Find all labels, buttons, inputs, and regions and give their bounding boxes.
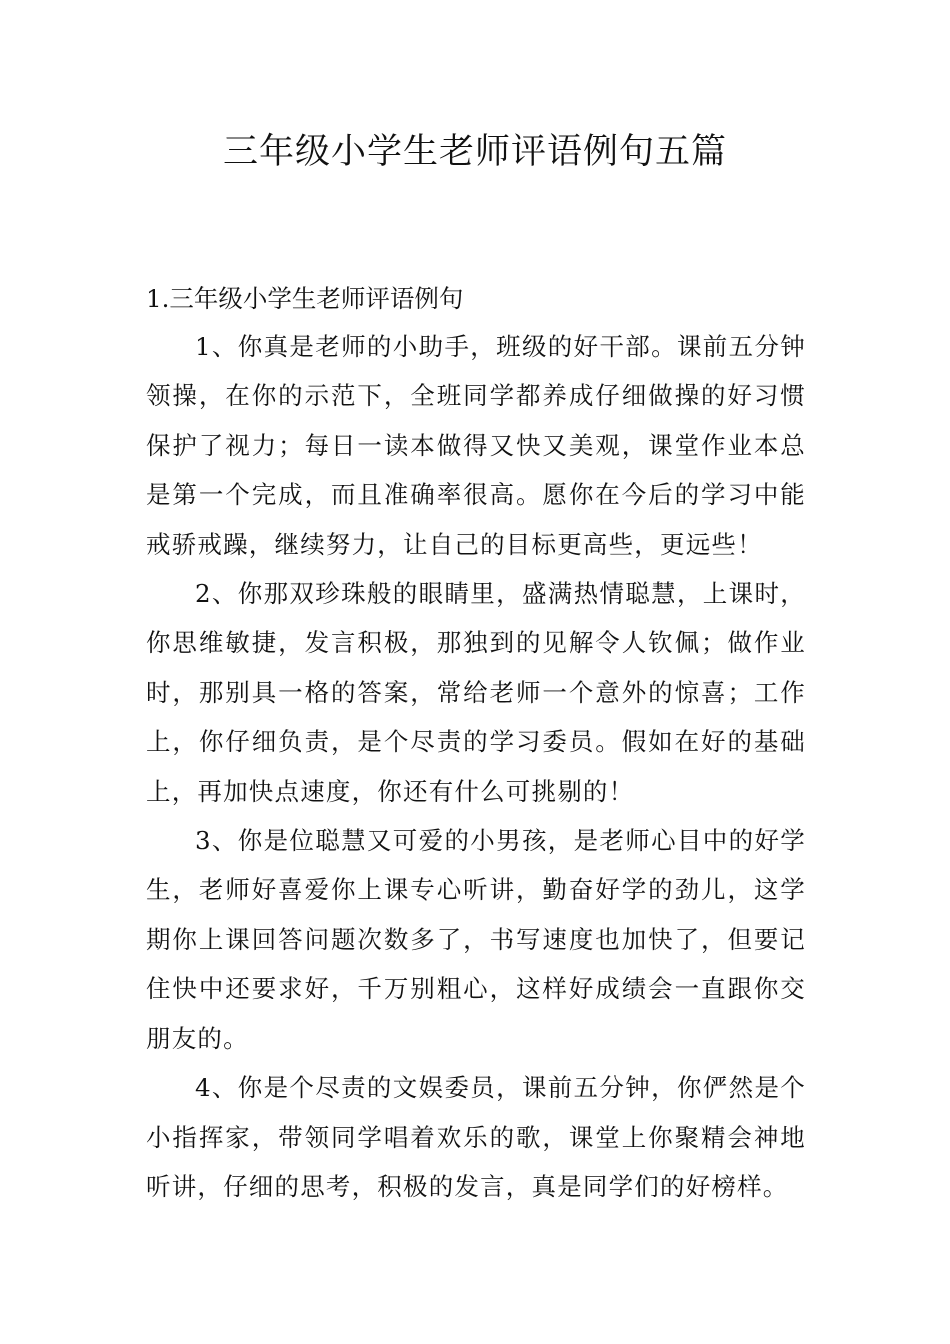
document-title: 三年级小学生老师评语例句五篇 <box>222 132 727 172</box>
document-body <box>146 280 806 1211</box>
comment-paragraph-4: 4、你是个尽责的文娱委员，课前五分钟，你俨然是个小指挥家，带领同学唱着欢乐的歌，课堂上你聚精会神地听讲，仔细的思考，积极的发言，真是同学们的好榜样。 <box>146 1073 806 1201</box>
comment-paragraph-3: 3、你是位聪慧又可爱的小男孩，是老师心目中的好学生，老师好喜爱你上课专心听讲，勤奋好学的劲儿，这学期你上课回答问题次数多了，书写速度也加快了，但要记住快中还要求好，千万别粗心，这样好成绩会一直跟你交朋友的。 <box>146 826 806 1053</box>
comment-paragraph-1: 1、你真是老师的小助手，班级的好干部。课前五分钟领操，在你的示范下，全班同学都养成仔细做操的好习惯保护了视力；每日一读本做得又快又美观，课堂作业本总是第一个完成，而且准确率很高。愿你在今后的学习中能戒骄戒躁，继续努力，让自己的目标更高些，更远些！ <box>146 332 806 559</box>
section-heading: 1.三年级小学生老师评语例句 <box>146 284 464 313</box>
comment-paragraph-2: 2、你那双珍珠般的眼睛里，盛满热情聪慧，上课时，你思维敏捷，发言积极，那独到的见解令人钦佩；做作业时，那别具一格的答案，常给老师一个意外的惊喜；工作上，你仔细负责，是个尽责的学习委员。假如在好的基础上，再加快点速度，你还有什么可挑剔的！ <box>146 579 806 806</box>
